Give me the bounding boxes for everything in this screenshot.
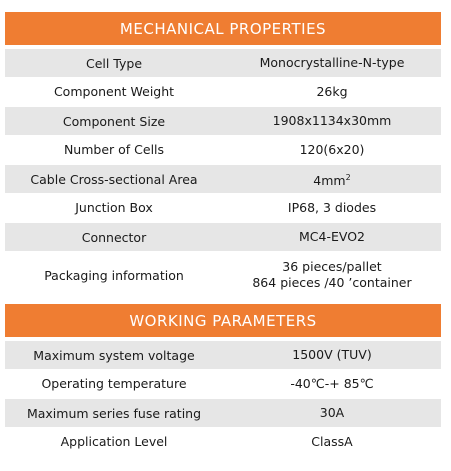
- working-parameters-title: WORKING PARAMETERS: [129, 311, 317, 330]
- spec-value-line: 36 pieces/pallet: [282, 259, 382, 274]
- spec-value: Monocrystalline-N-type: [259, 55, 405, 70]
- spec-value: 30A: [319, 405, 345, 420]
- spec-row-junction-box: [5, 193, 441, 222]
- spec-label: Connector: [81, 229, 147, 245]
- spec-label: Maximum series fuse rating: [26, 405, 202, 421]
- spec-value: 26kg: [316, 83, 348, 99]
- spec-row-component-size: [5, 107, 441, 135]
- mechanical-properties-header: [5, 12, 441, 45]
- spec-value: ClassA: [311, 433, 353, 449]
- spec-row-packaging: [5, 252, 441, 298]
- spec-label: Application Level: [60, 434, 168, 449]
- spec-row-max-fuse-rating: [5, 399, 441, 427]
- spec-row-max-system-voltage: [5, 341, 441, 369]
- spec-value-line: 864 pieces /40 ’container: [252, 275, 412, 290]
- spec-label: Operating temperature: [41, 376, 187, 391]
- spec-row-cell-type: [5, 49, 441, 77]
- mechanical-properties-title: MECHANICAL PROPERTIES: [119, 19, 327, 38]
- spec-value: 1908x1134x30mm: [272, 113, 392, 128]
- spec-row-component-weight: [5, 77, 441, 106]
- spec-value-text: 4mm: [313, 172, 346, 188]
- spec-label: Maximum system voltage: [33, 347, 195, 363]
- spec-value-superscript: 2: [345, 172, 351, 182]
- spec-row-number-of-cells: [5, 135, 441, 164]
- spec-row-operating-temperature: [5, 369, 441, 398]
- spec-label: Cell Type: [85, 55, 143, 71]
- spec-label: Packaging information: [44, 267, 184, 283]
- spec-label: Junction Box: [75, 200, 153, 215]
- spec-row-cable-area: [5, 165, 441, 193]
- spec-value: 1500V (TUV): [292, 347, 372, 362]
- spec-label: Number of Cells: [63, 142, 165, 157]
- spec-row-application-level: [5, 427, 441, 456]
- spec-label: Component Size: [62, 113, 166, 129]
- spec-value: [223, 259, 441, 291]
- spec-value: MC4-EVO2: [299, 229, 365, 244]
- spec-row-connector: [5, 223, 441, 251]
- working-parameters-header: [5, 304, 441, 337]
- spec-value: -40℃-+ 85℃: [290, 375, 374, 391]
- spec-value: [223, 170, 441, 189]
- spec-value: 120(6x20): [299, 141, 365, 157]
- spec-value: IP68, 3 diodes: [287, 199, 377, 215]
- spec-label: Cable Cross-sectional Area: [30, 171, 198, 187]
- spec-label: Component Weight: [53, 84, 175, 99]
